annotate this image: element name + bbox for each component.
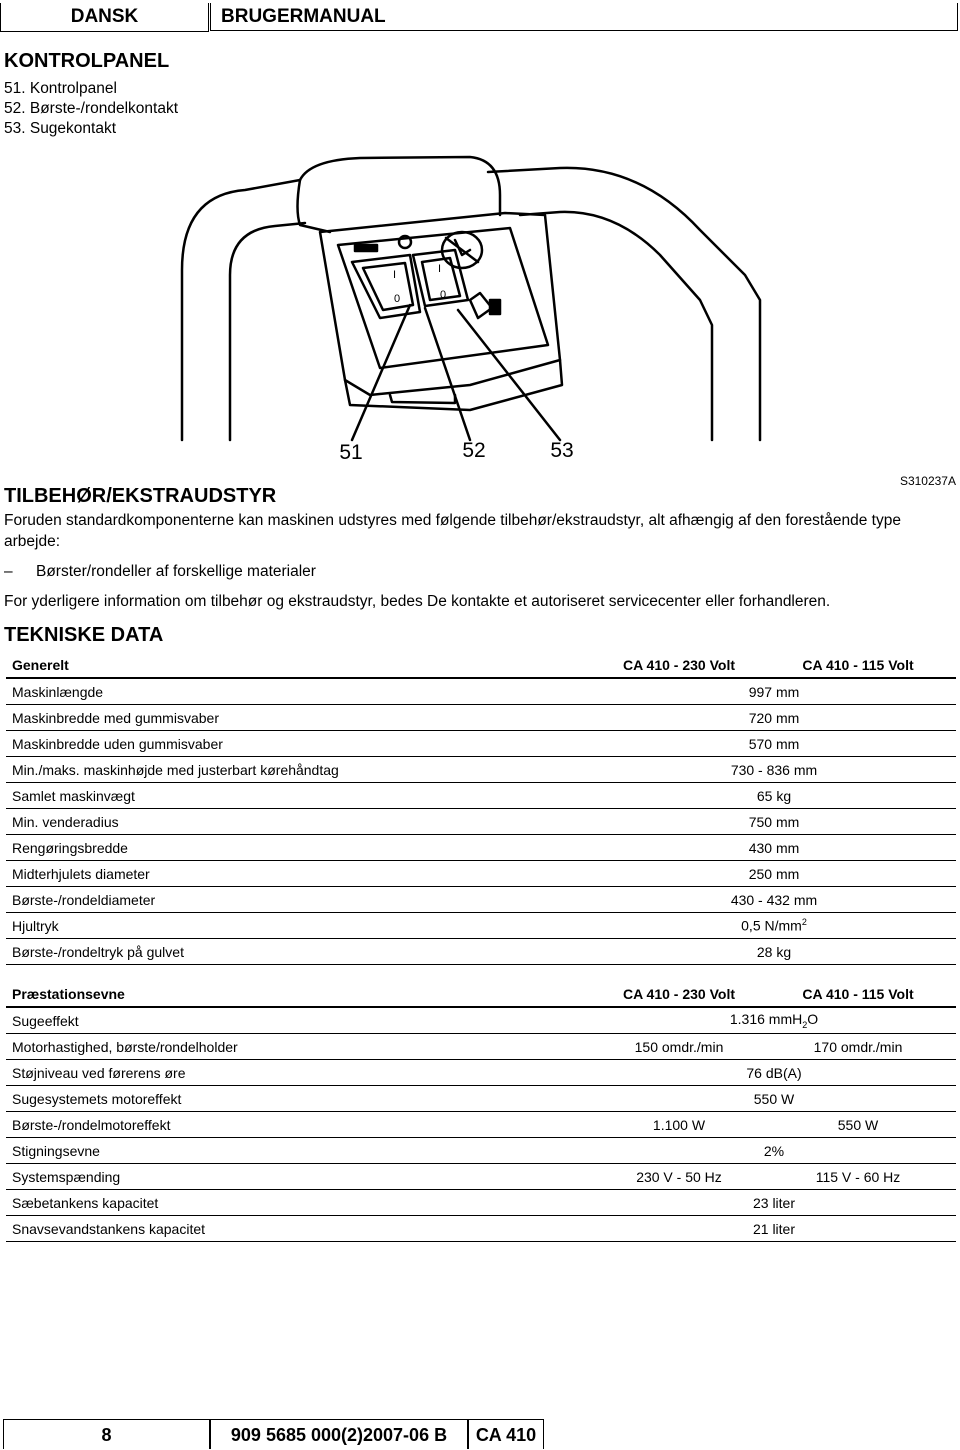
table-row: Maskinbredde med gummisvaber 720 mm — [6, 705, 956, 731]
control-panel-title: KONTROLPANEL — [4, 50, 170, 72]
table-row: Systemspænding 230 V - 50 Hz 115 V - 60 Hz — [6, 1164, 956, 1190]
accessories-item: Børster/rondeller af forskellige materialer — [36, 563, 316, 580]
table-row: Sugeeffekt 1.316 mmH$_2$O — [6, 1007, 956, 1034]
warning-label-icon — [470, 293, 492, 318]
table-row: Sæbetankens kapacitet 23 liter — [6, 1190, 956, 1216]
list-dash: – — [4, 563, 13, 580]
control-panel-item: 51. Kontrolpanel — [4, 80, 117, 97]
header-language: DANSK — [0, 3, 209, 32]
table-row: Motorhastighed, børste/rondelholder 150 omdr./min 170 omdr./min — [6, 1034, 956, 1060]
switch-mark-i: I — [438, 263, 442, 275]
callout-52: 52 — [462, 439, 486, 462]
switch-mark-o: 0 — [394, 293, 401, 305]
table-row: Børste-/rondelmotoreffekt 1.100 W 550 W — [6, 1112, 956, 1138]
performance-specs-table — [6, 981, 956, 1242]
table-row: Hjultryk 0,5 $N/mm^2$ — [6, 913, 956, 939]
general-specs-table — [6, 652, 956, 965]
footer-doc-code: 909 5685 000(2)2007-06 B — [210, 1419, 468, 1449]
table-header-row: Præstationsevne CA 410 - 230 Volt CA 410 - 115 Volt — [6, 981, 956, 1007]
table-row: Børste-/rondeltryk på gulvet 28 kg — [6, 939, 956, 965]
switch-mark-i: I — [393, 269, 397, 281]
figure-code: S310237A — [899, 474, 956, 488]
leader-line-51 — [352, 305, 410, 440]
tech-data-title: TEKNISKE DATA — [4, 624, 164, 646]
table-row: Snavsevandstankens kapacitet 21 liter — [6, 1216, 956, 1242]
brush-label-icon — [355, 245, 377, 251]
control-panel-illustration — [0, 150, 960, 490]
table-row: Rengøringsbredde 430 mm — [6, 835, 956, 861]
top-tube — [300, 157, 500, 215]
footer-model: CA 410 — [468, 1419, 544, 1449]
table-row: Midterhjulets diameter 250 mm — [6, 861, 956, 887]
leader-line-52 — [425, 308, 470, 440]
control-panel-item: 52. Børste-/rondelkontakt — [4, 100, 179, 117]
table-row: Samlet maskinvægt 65 kg — [6, 783, 956, 809]
handle-left-inner — [230, 223, 305, 440]
footer-page-number: 8 — [3, 1419, 210, 1449]
accessories-intro-2: arbejde: — [4, 533, 61, 550]
callout-51: 51 — [339, 441, 363, 464]
switch-mark-o: 0 — [440, 289, 447, 301]
table-row: Min./maks. maskinhøjde med justerbart kørehåndtag 730 - 836 mm — [6, 757, 956, 783]
control-panel-item: 53. Sugekontakt — [4, 120, 117, 137]
table-row: Stigningsevne 2% — [6, 1138, 956, 1164]
accessories-note: For yderligere information om tilbehør og ekstraudstyr, bedes De kontakte et autoriseret servicecenter eller forhandleren. — [4, 593, 831, 610]
table-row: Maskinbredde uden gummisvaber 570 mm — [6, 731, 956, 757]
table-row: Sugesystemets motoreffekt 550 W — [6, 1086, 956, 1112]
callout-53: 53 — [550, 439, 574, 462]
handle-left-outer — [182, 180, 300, 440]
table-header-row: Generelt CA 410 - 230 Volt CA 410 - 115 Volt — [6, 652, 956, 678]
accessories-intro-1: Foruden standardkomponenterne kan maskinen udstyres med følgende tilbehør/ekstraudstyr, alt afhængig af den forestående type — [4, 512, 901, 529]
table-row: Maskinlængde 997 mm — [6, 678, 956, 705]
header-doc-type: BRUGERMANUAL — [210, 3, 958, 31]
accessories-title: TILBEHØR/EKSTRAUDSTYR — [4, 485, 277, 507]
leader-line-53 — [458, 310, 560, 440]
table-row: Min. venderadius 750 mm — [6, 809, 956, 835]
table-row: Børste-/rondeldiameter 430 - 432 mm — [6, 887, 956, 913]
table-row: Støjniveau ved førerens øre 76 dB(A) — [6, 1060, 956, 1086]
